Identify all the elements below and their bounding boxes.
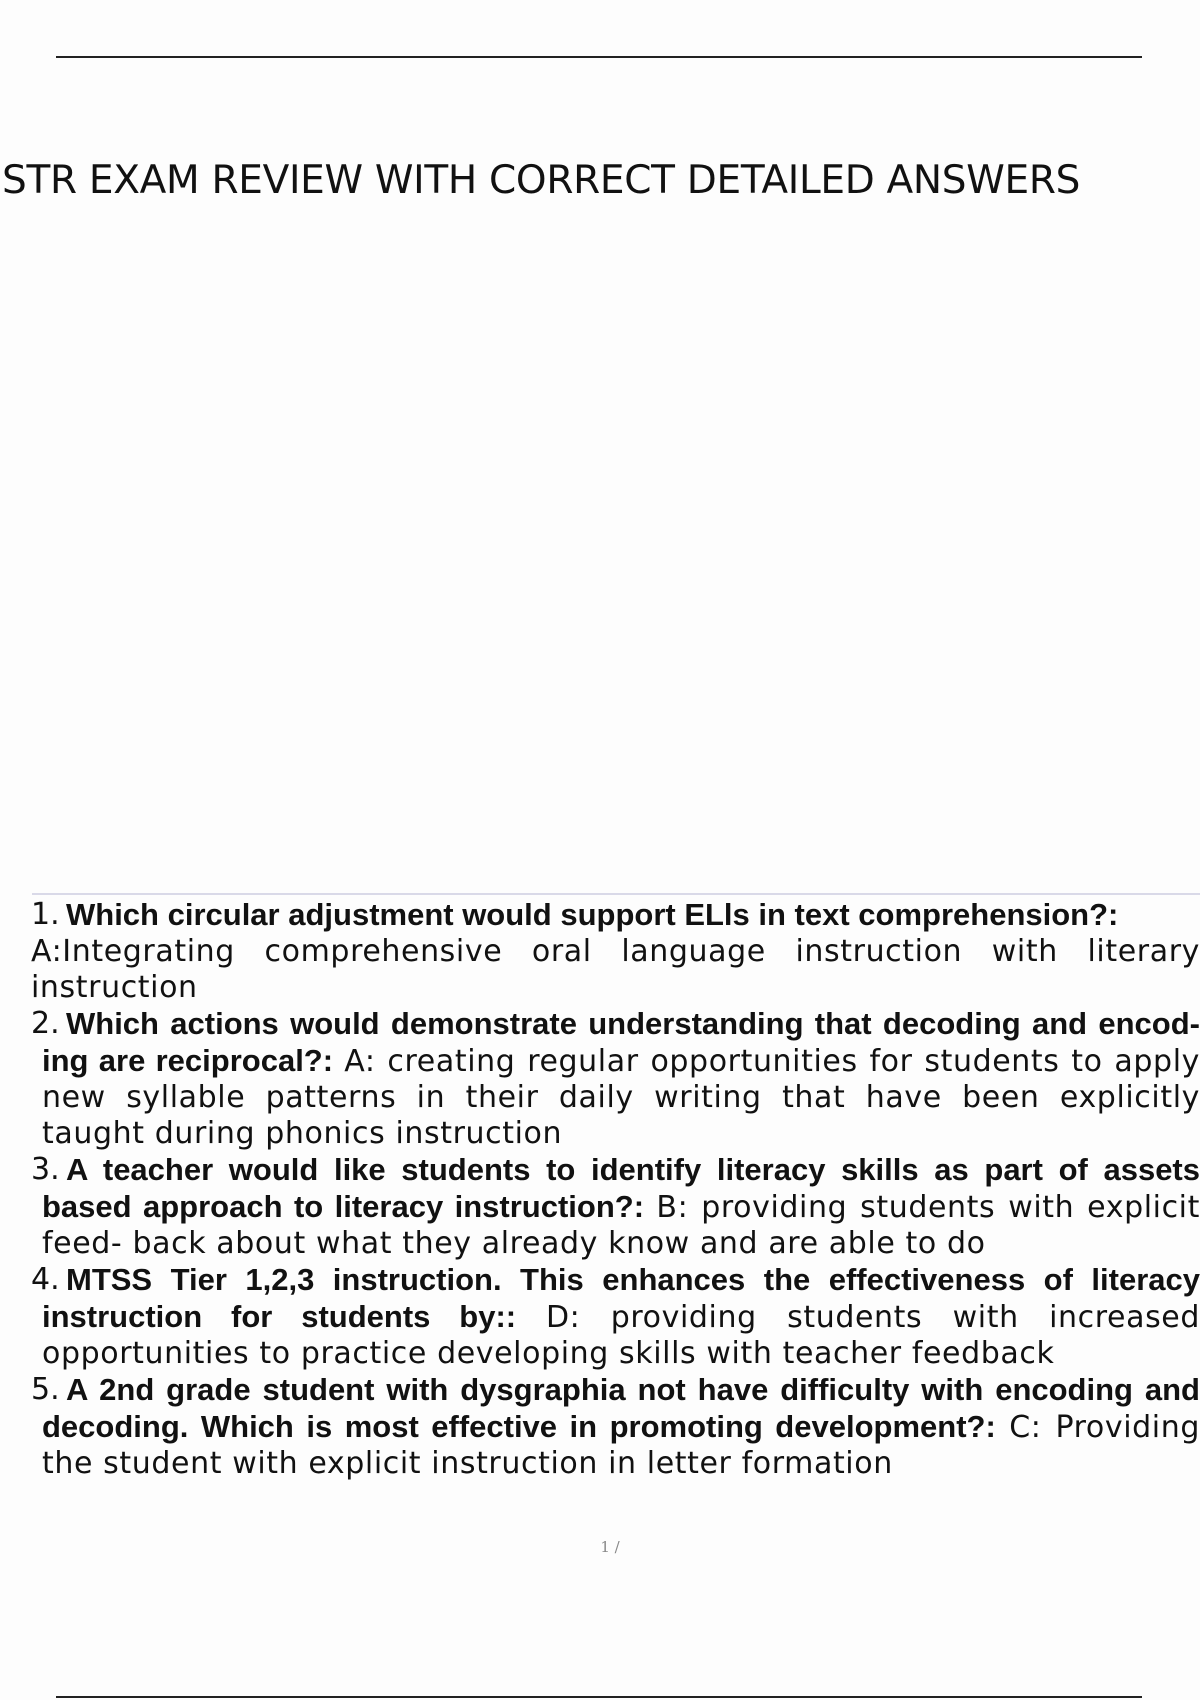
question-text: A 2nd grade student with dysgraphia not have difficulty with encoding and decoding. Which is most effective in promoting development?: — [42, 1372, 1200, 1444]
item-number: 4. — [31, 1262, 60, 1297]
question-text: MTSS Tier 1,2,3 instruction. This enhances the effectiveness of literacy instruction for students by:: — [42, 1262, 1200, 1334]
item-number: 5. — [31, 1372, 60, 1407]
list-item — [0, 1372, 1200, 1482]
answer-text: C: Providing the student with explicit instruction in letter formation — [42, 1410, 1200, 1481]
header-rule — [56, 56, 1142, 58]
section-divider — [32, 893, 1200, 895]
list-item — [0, 897, 1200, 1006]
answer-text: D: providing students with increased opportunities to practice developing skills with teacher feedback — [42, 1300, 1200, 1371]
list-item — [0, 1262, 1200, 1372]
answer-text: A:Integrating comprehensive oral language instruction with literary instruction — [31, 934, 1200, 1005]
list-item — [0, 1006, 1200, 1152]
answer-text: A: creating regular opportunities for students to apply new syllable patterns in their daily writing that have been explicitly taught during phonics instruction — [42, 1044, 1200, 1151]
item-number: 1. — [31, 897, 60, 932]
question-text: Which circular adjustment would support ELls in text comprehension?: — [66, 897, 1119, 932]
answer-text: B: providing students with explicit feed- back about what they already know and are able to do — [42, 1190, 1200, 1261]
footer-rule — [56, 1696, 1142, 1698]
question-text: Which actions would demonstrate understanding that decoding and encod- ing are reciprocal?: — [42, 1006, 1200, 1078]
question-list — [0, 897, 1200, 1482]
document-title: STR EXAM REVIEW WITH CORRECT DETAILED ANSWERS — [2, 158, 1081, 203]
question-text: A teacher would like students to identify literacy skills as part of assets based approach to literacy instruction?: — [42, 1152, 1200, 1224]
page-number: 1 / — [600, 1538, 620, 1556]
item-number: 3. — [31, 1152, 60, 1187]
list-item — [0, 1152, 1200, 1262]
item-number: 2. — [31, 1006, 60, 1041]
